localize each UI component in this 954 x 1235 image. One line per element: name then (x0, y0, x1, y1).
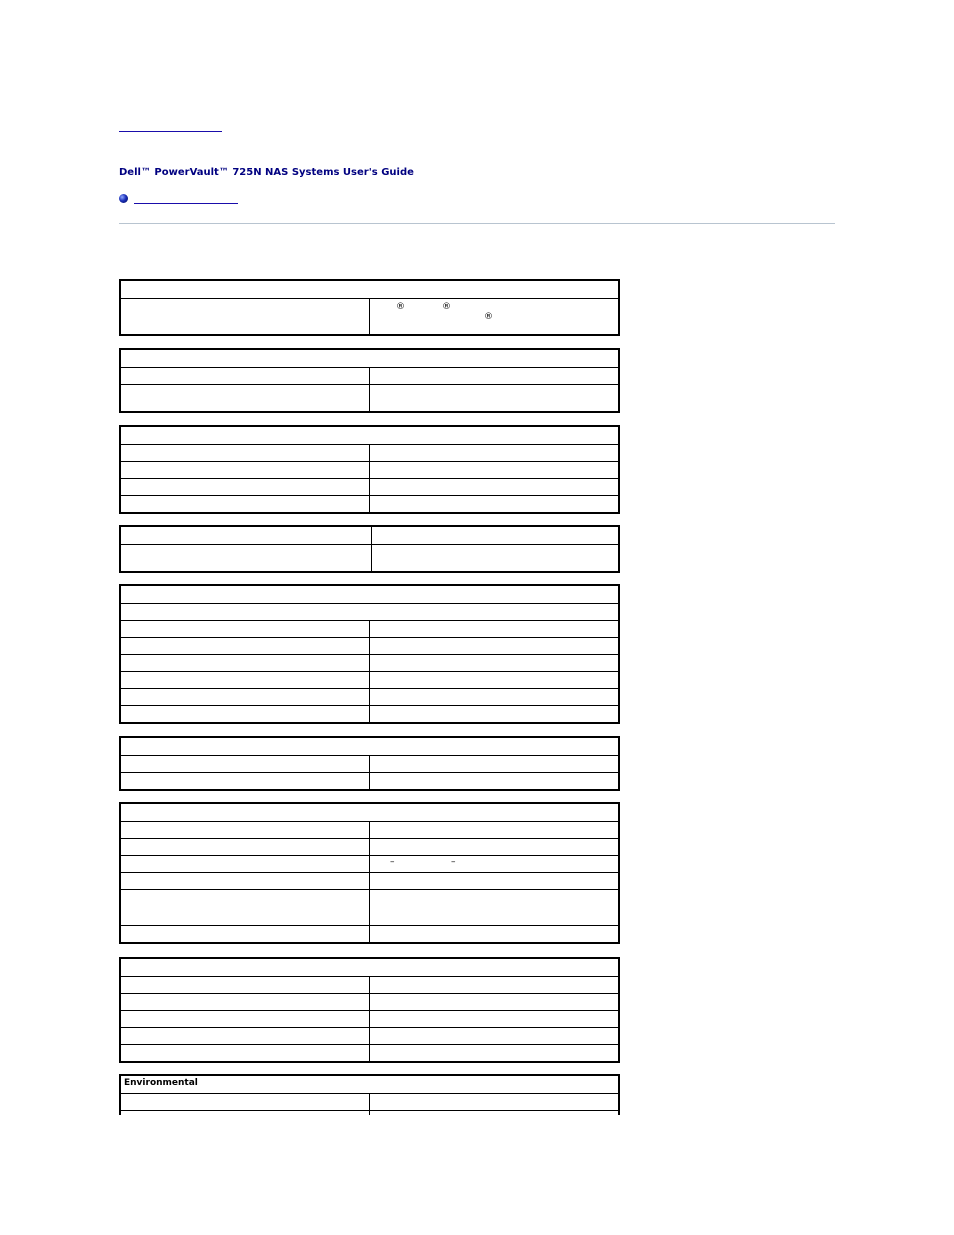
spec-table (119, 584, 620, 724)
spec-value (370, 755, 619, 772)
spec-label (121, 772, 370, 789)
spec-value (370, 620, 619, 637)
spec-label (121, 495, 370, 512)
spec-label (121, 671, 370, 688)
spec-value (371, 527, 618, 544)
spec-label (121, 1027, 370, 1044)
spec-table (119, 736, 620, 791)
spec-label (121, 544, 371, 571)
spec-value (370, 654, 619, 671)
spec-value (370, 384, 619, 411)
spec-label (121, 976, 370, 993)
table-subheading (121, 603, 618, 620)
spec-label (121, 1010, 370, 1027)
dash-mark: – (451, 856, 456, 867)
table-heading (121, 959, 618, 976)
spec-table (119, 425, 620, 514)
spec-table (119, 802, 620, 944)
spec-value (370, 1093, 619, 1110)
registered-mark: ® (442, 301, 451, 312)
doc-title: Dell™ PowerVault™ 725N NAS Systems User's Guide (119, 167, 414, 178)
registered-mark: ® (396, 301, 405, 312)
spec-value (370, 478, 619, 495)
spec-label (121, 821, 370, 838)
spec-label (121, 889, 370, 925)
spec-value (370, 976, 619, 993)
spec-label (121, 444, 370, 461)
registered-mark: ® (484, 311, 493, 322)
spec-value (370, 889, 619, 925)
spec-value (370, 705, 619, 722)
table-heading (121, 350, 618, 367)
spec-label (121, 1093, 370, 1110)
spec-value (370, 671, 619, 688)
spec-value (370, 495, 619, 512)
spec-value (370, 838, 619, 855)
table-heading-environmental: Environmental (121, 1076, 618, 1093)
spec-label (121, 755, 370, 772)
spec-value (370, 444, 619, 461)
spec-label (121, 705, 370, 722)
spec-label (121, 298, 370, 334)
spec-value (370, 367, 619, 384)
horizontal-rule (119, 223, 835, 224)
spec-value (370, 993, 619, 1010)
spec-label (121, 925, 370, 942)
spec-label (121, 1044, 370, 1061)
spec-value (370, 461, 619, 478)
spec-value (370, 772, 619, 789)
table-heading (121, 281, 618, 298)
spec-value (370, 688, 619, 705)
spec-table (119, 348, 620, 413)
spec-label (121, 855, 370, 872)
spec-value (371, 544, 618, 571)
table-heading (121, 427, 618, 444)
bullet-icon (119, 194, 128, 203)
table-heading (121, 586, 618, 603)
spec-label (121, 461, 370, 478)
spec-value (370, 1044, 619, 1061)
spec-table (119, 525, 620, 573)
back-link[interactable] (119, 131, 222, 132)
spec-label (121, 1110, 370, 1115)
spec-value (370, 855, 619, 872)
spec-label (121, 367, 370, 384)
spec-label (121, 993, 370, 1010)
spec-label (121, 838, 370, 855)
dash-mark: – (390, 856, 395, 867)
spec-table-environmental (119, 1074, 620, 1115)
spec-value (370, 1010, 619, 1027)
spec-value (370, 925, 619, 942)
spec-label (121, 620, 370, 637)
table-heading (121, 738, 618, 755)
spec-value (370, 1027, 619, 1044)
toc-link[interactable] (134, 203, 238, 204)
spec-value (370, 637, 619, 654)
spec-label (121, 637, 370, 654)
spec-label (121, 384, 370, 411)
spec-value (370, 298, 619, 334)
spec-label (121, 478, 370, 495)
spec-value (370, 1110, 619, 1115)
spec-value (370, 872, 619, 889)
spec-table (119, 957, 620, 1063)
table-heading (121, 804, 618, 821)
spec-table-processor (119, 279, 620, 336)
spec-label (121, 654, 370, 671)
spec-label (121, 872, 370, 889)
spec-label (121, 688, 370, 705)
spec-value (370, 821, 619, 838)
spec-label (121, 527, 371, 544)
